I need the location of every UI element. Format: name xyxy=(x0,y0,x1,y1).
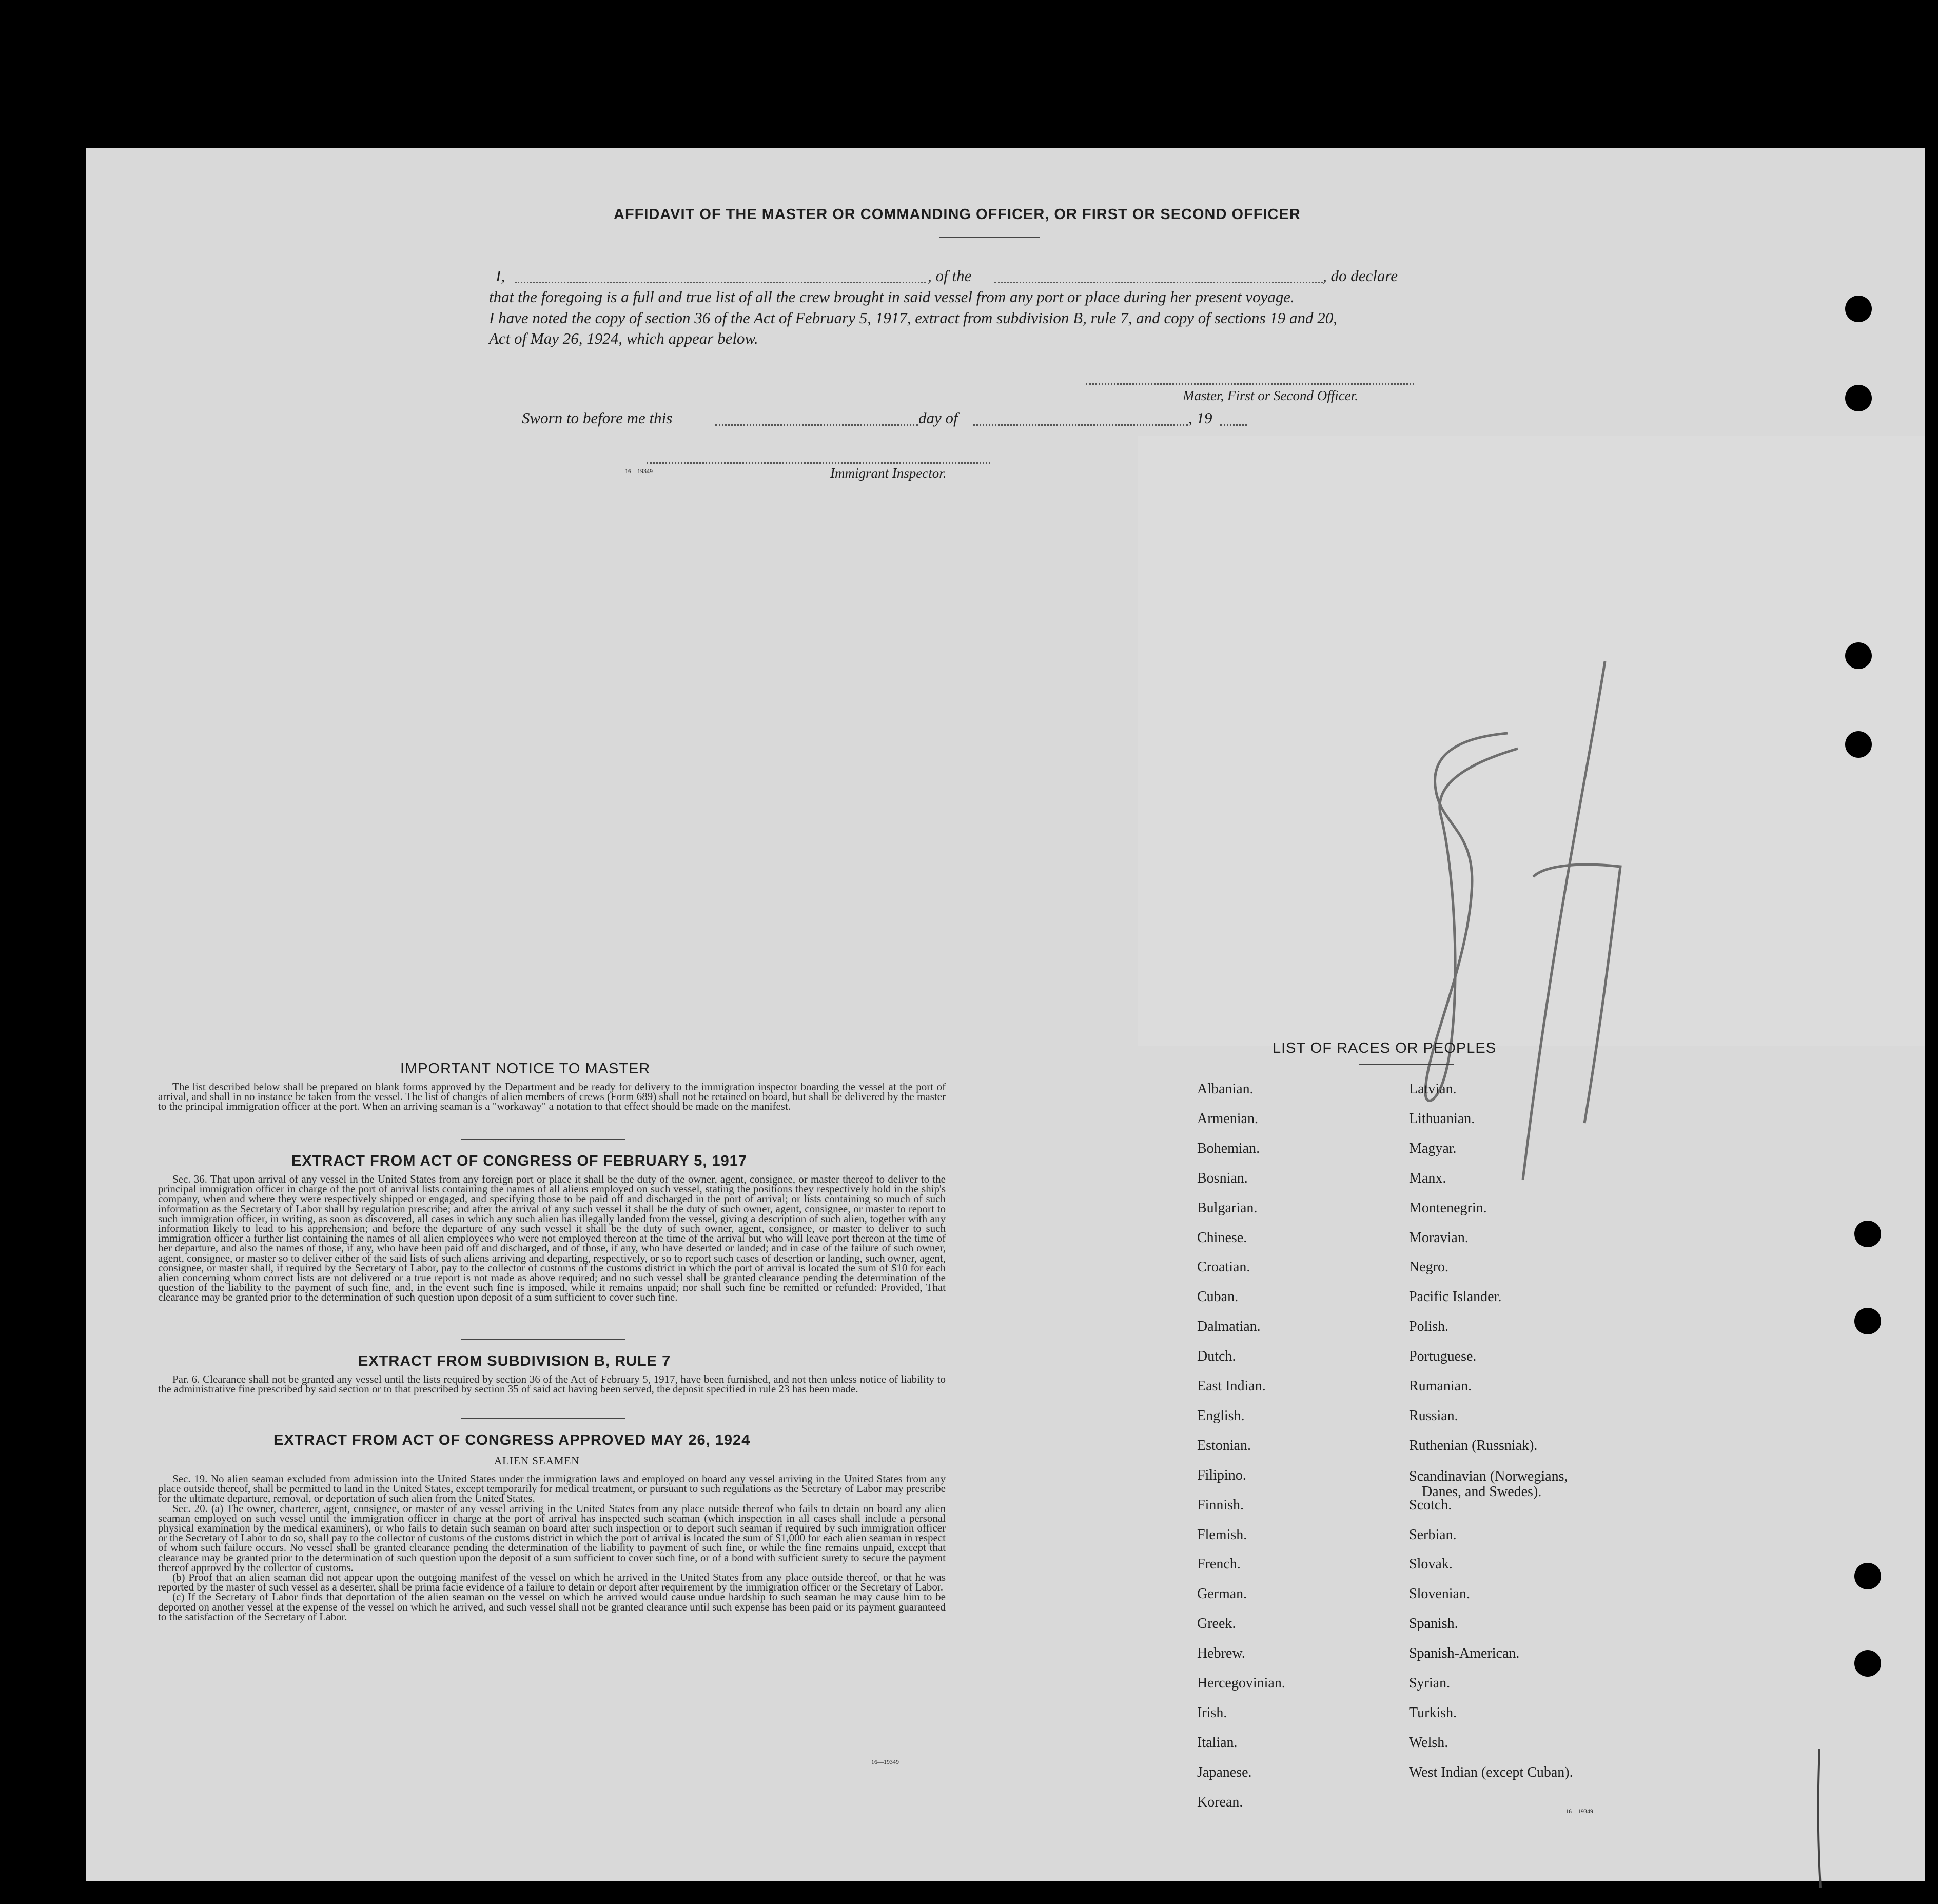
race-item: Armenian. xyxy=(1197,1110,1258,1127)
sec-20c: (c) If the Secretary of Labor finds that deportation of the alien seaman on the vessel on which he arrived would cause undue hardship to such seaman he may cause him to be deported on another vessel at the expense of the vessel on which he arrived, and such vessel shall not be granted clearance until such expense has been paid or its payment guaranteed to the satisfaction of the Secretary of Labor. xyxy=(158,1591,946,1623)
race-item: Hercegovinian. xyxy=(1197,1675,1285,1691)
race-item: Flemish. xyxy=(1197,1526,1247,1543)
race-item: Scotch. xyxy=(1409,1497,1452,1513)
race-item: Ruthenian (Russniak). xyxy=(1409,1437,1538,1454)
race-item: English. xyxy=(1197,1407,1245,1424)
extract-1924-text xyxy=(158,1474,946,1622)
punch-hole xyxy=(1854,1563,1881,1589)
master-signature-caption: Master, First or Second Officer. xyxy=(1183,388,1358,403)
name-blank[interactable] xyxy=(515,282,926,283)
extract-1917-text: Sec. 36. That upon arrival of any vessel in the United States from any foreign port or place it shall be the duty of the owner, agent, consignee, or master thereof to deliver to the principal immigration officer in charge of the port of arrival lists containing the names of all aliens employed on such vessel, stating the positions they respectively hold in the ship's company, when and where they were respectively shipped or engaged, and specifying those to be paid off and discharged in the port of arrival; or lists containing so much of such information as the Secretary of Labor shall by regulation prescribe; and after the arrival of any such vessel it shall be the duty of such owner, agent, consignee, or master to report to such immigration officer, in writing, as soon as discovered, all cases in which any such alien has illegally landed from the vessel, giving a description of such alien, together with any information likely to lead to his apprehension; and before the departure of any such vessel it shall be the duty of such owner, agent, consignee, or master to deliver to such immigration officer a further list containing the names of all alien employees who were not employed thereon at the time of the arrival but who will leave port thereon at the time of her departure, and also the names of those, if any, who have been paid off and discharged, and of those, if any, who have deserted or landed; and in case of the failure of such owner, agent, consignee, or master so to deliver either of the said lists of such aliens arriving and departing, respectively, or so to report such cases of desertion or landing, such owner, agent, consignee, or master shall, if required by the Secretary of Labor, pay to the collector of customs of the customs district in which the port of arrival is located the sum of $10 for each alien concerning whom correct lists are not delivered or a true report is not made as above required; and no such vessel shall be granted clearance pending the determination of the question of the liability to the payment of such fine, and, in the event such fine is imposed, while it remains unpaid; nor shall such fine be remitted or refunded: Provided, That clearance may be granted prior to the determination of such question upon deposit of a sum sufficient to cover such fine. xyxy=(158,1173,946,1304)
race-item: Cuban. xyxy=(1197,1289,1239,1305)
punch-hole xyxy=(1845,385,1872,411)
race-item: Manx. xyxy=(1409,1170,1446,1186)
race-item: Syrian. xyxy=(1409,1675,1451,1691)
notice-title: IMPORTANT NOTICE TO MASTER xyxy=(400,1061,651,1077)
sec-20b: (b) Proof that an alien seaman did not appear upon the outgoing manifest of the vessel on which he arrived in the United States from any place outside thereof, or that he was reported by the master of such vessel as a deserter, shall be prima facie evidence of a failure to detain or deport after requirement by the immigration officer or the Secretary of Labor. xyxy=(158,1571,946,1594)
affidavit-of-the: , of the xyxy=(928,267,972,285)
form-number-top: 16—19349 xyxy=(625,467,653,475)
race-item: Russian. xyxy=(1409,1407,1458,1424)
race-item: Rumanian. xyxy=(1409,1378,1472,1394)
punch-hole xyxy=(1845,642,1872,669)
race-item: Pacific Islander. xyxy=(1409,1289,1502,1305)
title-underline xyxy=(939,237,1040,238)
inspector-caption: Immigrant Inspector. xyxy=(830,465,947,481)
document-page xyxy=(86,148,1925,1881)
separator-2 xyxy=(461,1339,625,1340)
race-item: Portuguese. xyxy=(1409,1348,1477,1365)
affidavit-i: I, xyxy=(496,267,505,285)
affidavit-declare: , do declare xyxy=(1323,267,1398,285)
race-item: Montenegrin. xyxy=(1409,1200,1487,1216)
race-item: Bosnian. xyxy=(1197,1170,1248,1186)
extract-1924-title: EXTRACT FROM ACT OF CONGRESS APPROVED MAY 26, 1924 xyxy=(273,1432,751,1448)
form-number-bottom-right: 16—19349 xyxy=(1565,1808,1593,1815)
race-item: German. xyxy=(1197,1586,1247,1602)
race-item: Slovenian. xyxy=(1409,1586,1470,1602)
scan-border xyxy=(0,0,1938,133)
race-item: Estonian. xyxy=(1197,1437,1251,1454)
affidavit-line-2: that the foregoing is a full and true list of all the crew brought in said vessel from any port or place during her present voyage. xyxy=(489,288,1295,306)
race-item: Magyar. xyxy=(1409,1140,1457,1156)
race-item: Croatian. xyxy=(1197,1259,1250,1275)
race-item: Japanese. xyxy=(1197,1764,1252,1780)
master-signature-blank[interactable] xyxy=(1086,383,1414,385)
inspector-signature-blank[interactable] xyxy=(647,462,990,464)
race-item: Serbian. xyxy=(1409,1526,1457,1543)
punch-hole xyxy=(1845,731,1872,758)
punch-hole xyxy=(1854,1308,1881,1334)
race-item: French. xyxy=(1197,1556,1241,1573)
race-item: Italian. xyxy=(1197,1734,1238,1751)
race-item: Turkish. xyxy=(1409,1704,1457,1721)
notice-text: The list described below shall be prepared on blank forms approved by the Department and be ready for delivery to the immigration inspector boarding the vessel at the port of arrival, and shall in no instance be taken from the vessel. The list of changes of alien members of crews (Form 689) shall not be retained on board, but shall be delivered by the master to the principal immigration officer at the port. When an arriving seaman is a "workaway" a notation to that effect should be made on the manifest. xyxy=(158,1081,946,1113)
races-title: LIST OF RACES OR PEOPLES xyxy=(1273,1040,1497,1056)
race-item: Filipino. xyxy=(1197,1467,1246,1483)
race-item: Greek. xyxy=(1197,1616,1236,1632)
punch-hole xyxy=(1854,1221,1881,1247)
race-item: Dalmatian. xyxy=(1197,1319,1261,1335)
race-item: Hebrew. xyxy=(1197,1645,1245,1662)
race-item: Welsh. xyxy=(1409,1734,1448,1751)
race-item: Danes, and Swedes). xyxy=(1422,1483,1542,1500)
race-item: Spanish. xyxy=(1409,1616,1458,1632)
alien-seamen-subtitle: ALIEN SEAMEN xyxy=(494,1455,580,1467)
affidavit-line-4: Act of May 26, 1924, which appear below. xyxy=(489,329,758,347)
race-item: West Indian (except Cuban). xyxy=(1409,1764,1573,1780)
race-item: Scandinavian (Norwegians, xyxy=(1409,1468,1568,1484)
year-prefix: , 19 xyxy=(1188,409,1212,427)
race-item: Dutch. xyxy=(1197,1348,1236,1365)
race-item: Bohemian. xyxy=(1197,1140,1260,1156)
race-item: Moravian. xyxy=(1409,1229,1469,1246)
sworn-label: Sworn to before me this xyxy=(522,409,673,427)
races-underline xyxy=(1359,1064,1454,1065)
affidavit-title: AFFIDAVIT OF THE MASTER OR COMMANDING OFFICER, OR FIRST OR SECOND OFFICER xyxy=(614,206,1301,223)
race-item: Latvian. xyxy=(1409,1081,1457,1097)
punch-hole xyxy=(1845,296,1872,322)
extract-rule7-text: Par. 6. Clearance shall not be granted any vessel until the lists required by section 36 of the Act of February 5, 1917, have been furnished, and not then unless notice of liability to the administrative fine prescribed by said section or to that prescribed by section 35 of said act having been served, the deposit specified in rule 23 has been made. xyxy=(158,1373,946,1396)
race-item: Lithuanian. xyxy=(1409,1110,1475,1127)
race-item: East Indian. xyxy=(1197,1378,1266,1394)
extract-rule7-title: EXTRACT FROM SUBDIVISION B, RULE 7 xyxy=(358,1353,671,1369)
sworn-month-blank[interactable] xyxy=(973,424,1188,426)
race-item: Korean. xyxy=(1197,1794,1243,1810)
extract-1917-title: EXTRACT FROM ACT OF CONGRESS OF FEBRUARY 5, 1917 xyxy=(291,1153,748,1169)
sec-20a: Sec. 20. (a) The owner, charterer, agent, consignee, or master of any vessel arriving in the United States from any place outside thereof who fails to detain on board any alien seaman employed on such vessel until the immigration officer in charge at the port of arrival has inspected such seaman (which inspection in all cases shall include a personal physical examination by the medical examiners), or who fails to detain such seaman on board after such inspection or to deport such seaman if required by such immigration officer or the Secretary of Labor to do so, shall pay to the collector of customs of the customs district in which the port of arrival is located the sum of $1,000 for each alien seaman in respect of whom such failure occurs. No vessel shall be granted clearance pending the determination of the liability to payment of such fine, or while the fine remains unpaid, except that clearance may be granted prior to the determination of such question upon the deposit of a sum sufficient to cover such fine, or of a bond with sufficient surety to secure the payment thereof approved by the collector of customs. xyxy=(158,1502,946,1574)
race-item: Finnish. xyxy=(1197,1497,1244,1513)
year-blank[interactable] xyxy=(1220,424,1247,426)
punch-hole xyxy=(1854,1650,1881,1677)
handwritten-annotation xyxy=(1379,661,1646,1180)
form-number-bottom-left: 16—19349 xyxy=(871,1758,899,1765)
race-item: Negro. xyxy=(1409,1259,1448,1275)
day-of-label: day of xyxy=(918,409,958,427)
race-item: Albanian. xyxy=(1197,1081,1254,1097)
race-item: Chinese. xyxy=(1197,1229,1247,1246)
vessel-blank[interactable] xyxy=(994,282,1323,283)
sec-19: Sec. 19. No alien seaman excluded from admission into the United States under the immigration laws and employed on board any vessel arriving in the United States from any place outside thereof, shall be permitted to land in the United States, except temporarily for medical treatment, or pursuant to such regulations as the Secretary of Labor may prescribe for the ultimate departure, removal, or deportation of such alien from the United States. xyxy=(158,1473,946,1505)
handwritten-stroke xyxy=(1810,1749,1831,1888)
race-item: Bulgarian. xyxy=(1197,1200,1258,1216)
race-item: Irish. xyxy=(1197,1704,1227,1721)
separator-1 xyxy=(461,1139,625,1140)
race-item: Slovak. xyxy=(1409,1556,1453,1573)
race-item: Polish. xyxy=(1409,1319,1449,1335)
sworn-day-blank[interactable] xyxy=(715,424,918,426)
race-item: Spanish-American. xyxy=(1409,1645,1520,1662)
affidavit-line-3: I have noted the copy of section 36 of the Act of February 5, 1917, extract from subdivision B, rule 7, and copy of sections 19 and 20, xyxy=(489,309,1338,327)
separator-3 xyxy=(461,1418,625,1419)
